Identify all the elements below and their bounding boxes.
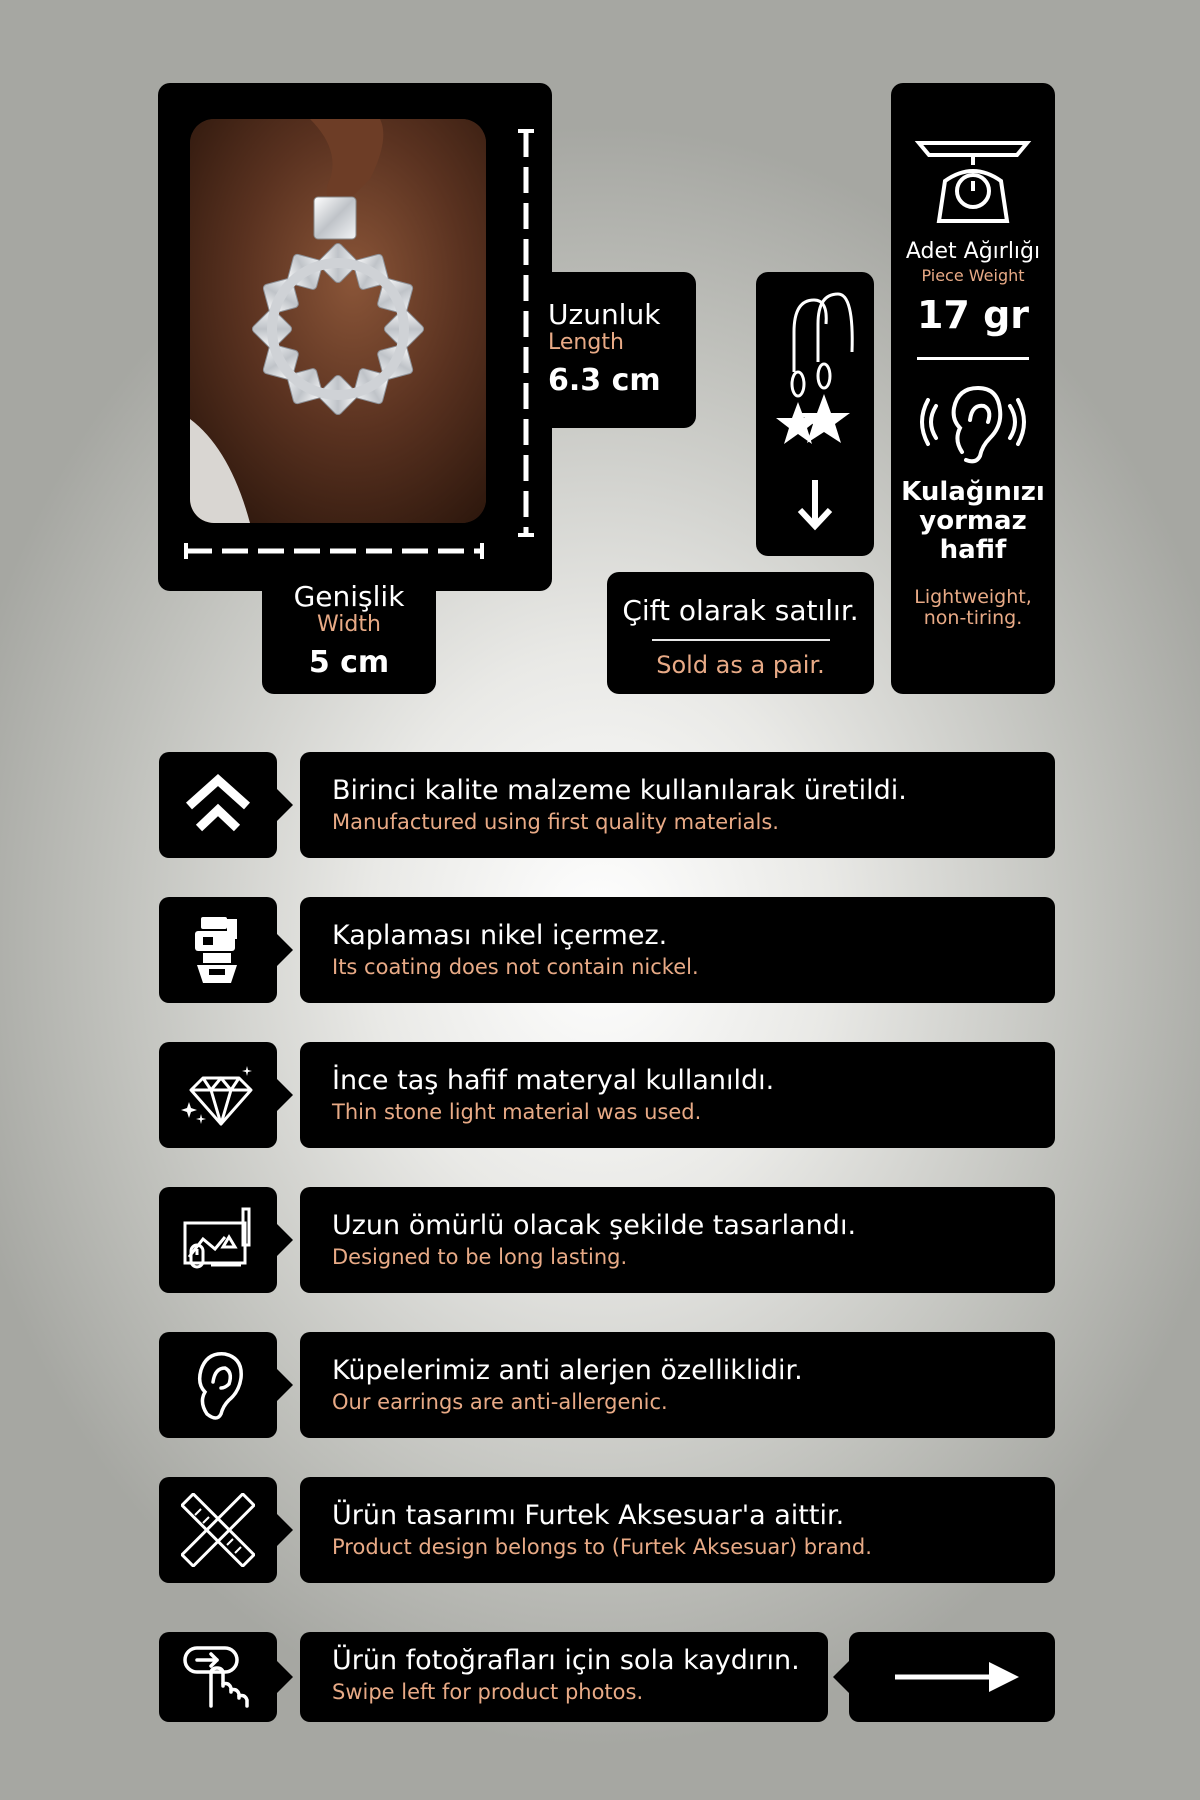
weight-panel	[891, 83, 1055, 694]
diamond-icon	[181, 1058, 255, 1132]
feature-row	[300, 1477, 1055, 1583]
star-earrings-icon	[756, 272, 874, 556]
weight-value: 17 gr	[916, 293, 1030, 337]
width-info	[262, 580, 436, 694]
length-dimension-line	[518, 129, 534, 537]
feature-subtitle: Manufactured using first quality materials.	[332, 810, 779, 834]
length-label: Uzunluk	[548, 298, 661, 331]
feature-icon-box	[159, 1477, 277, 1583]
coating-machine-icon	[181, 913, 255, 987]
width-value: 5 cm	[308, 645, 390, 680]
lightweight-title-1: Kulağınızı	[901, 477, 1045, 507]
lightweight-title-2: yormaz	[919, 506, 1027, 536]
length-sublabel: Length	[548, 330, 624, 355]
weight-sublabel: Piece Weight	[921, 266, 1025, 285]
feature-title: İnce taş hafif materyal kullanıldı.	[332, 1065, 775, 1096]
swipe-row	[300, 1632, 828, 1722]
pencil-ruler-icon	[181, 1493, 255, 1567]
product-photo	[190, 119, 486, 523]
feature-subtitle: Its coating does not contain nickel.	[332, 955, 699, 979]
feature-icon-box	[159, 1187, 277, 1293]
width-dimension-line	[184, 543, 484, 559]
feature-subtitle: Thin stone light material was used.	[332, 1100, 702, 1124]
earring-photo-illustration	[190, 119, 486, 523]
design-drawing-icon	[181, 1203, 255, 1277]
feature-title: Kaplaması nikel içermez.	[332, 920, 668, 951]
feature-row	[300, 1332, 1055, 1438]
feature-row	[300, 897, 1055, 1003]
pair-title: Çift olarak satılır.	[622, 594, 859, 627]
weight-label: Adet Ağırlığı	[905, 239, 1041, 264]
pair-subtitle: Sold as a pair.	[656, 651, 825, 679]
feature-icon-box	[159, 897, 277, 1003]
scale-icon	[913, 135, 1033, 231]
feature-title: Ürün tasarımı Furtek Aksesuar'a aittir.	[332, 1500, 845, 1531]
feature-subtitle: Product design belongs to (Furtek Aksesuar) brand.	[332, 1535, 872, 1559]
feature-icon-box	[159, 752, 277, 858]
feature-row	[300, 1187, 1055, 1293]
swipe-icon-box	[159, 1632, 277, 1722]
lightweight-title-3: hafif	[939, 535, 1007, 565]
feature-subtitle: Designed to be long lasting.	[332, 1245, 628, 1269]
sold-as-pair-panel	[607, 572, 874, 694]
width-label: Genişlik	[293, 580, 405, 613]
lightweight-sub-1: Lightweight,	[914, 586, 1032, 608]
swipe-hand-icon	[181, 1644, 255, 1708]
lightweight-sub-2: non-tiring.	[923, 607, 1023, 629]
feature-title: Birinci kalite malzeme kullanılarak üretildi.	[332, 775, 907, 806]
weight-divider	[917, 357, 1029, 360]
swipe-subtitle: Swipe left for product photos.	[332, 1680, 644, 1704]
ear-sound-icon	[918, 380, 1028, 466]
right-arrow-icon	[849, 1632, 1055, 1722]
length-info	[548, 272, 696, 428]
feature-icon-box	[159, 1042, 277, 1148]
width-sublabel: Width	[317, 612, 381, 637]
feature-row	[300, 1042, 1055, 1148]
product-photo-panel	[158, 83, 552, 591]
feature-title: Uzun ömürlü olacak şekilde tasarlandı.	[332, 1210, 857, 1241]
quality-chevrons-icon	[181, 768, 255, 842]
length-value: 6.3 cm	[548, 363, 661, 398]
swipe-title: Ürün fotoğrafları için sola kaydırın.	[332, 1645, 800, 1676]
ear-icon	[181, 1348, 255, 1422]
feature-subtitle: Our earrings are anti-allergenic.	[332, 1390, 668, 1414]
feature-icon-box	[159, 1332, 277, 1438]
pair-divider	[652, 639, 830, 641]
feature-row	[300, 752, 1055, 858]
earring-pair-panel	[756, 272, 874, 556]
feature-title: Küpelerimiz anti alerjen özelliklidir.	[332, 1355, 803, 1386]
swipe-arrow-button[interactable]	[849, 1632, 1055, 1722]
